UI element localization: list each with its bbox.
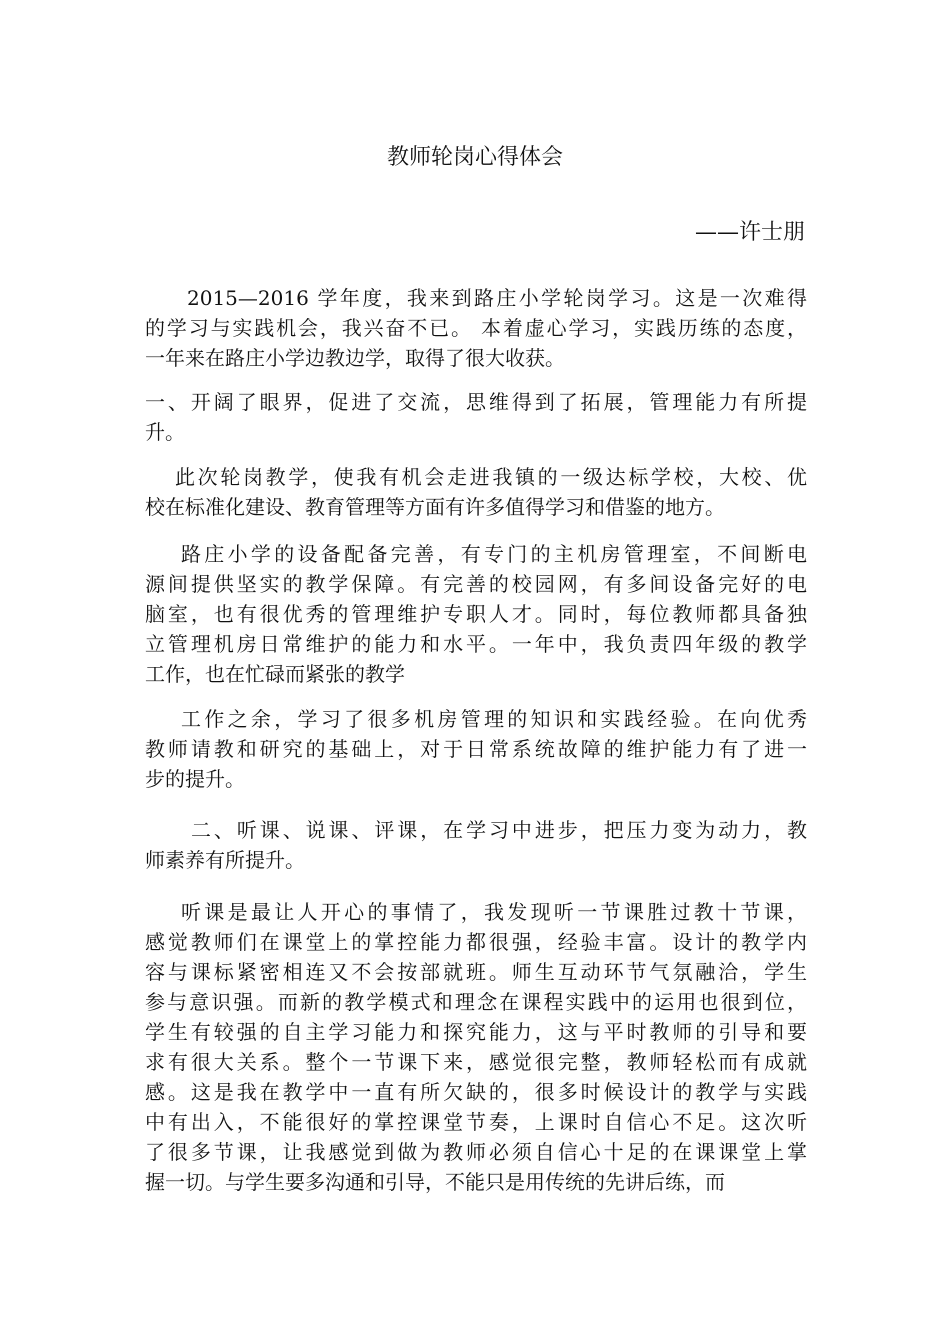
section-heading xyxy=(145,815,807,875)
paragraph xyxy=(145,462,807,522)
section-heading xyxy=(145,387,807,447)
text-line: 握一切。与学生要多沟通和引导，不能只是用传统的先讲后练，而 xyxy=(145,1170,725,1194)
text-line: 师素养有所提升。 xyxy=(145,848,305,872)
text-line: 容与课标紧密相连又不会按部就班。师生互动环节气氛融洽，学生 xyxy=(145,960,807,984)
paragraph xyxy=(145,283,807,373)
text-line: 一、开阔了眼界，促进了交流，思维得到了拓展，管理能力有所提 xyxy=(145,390,807,414)
text-line: 学生有较强的自主学习能力和探究能力，这与平时教师的引导和要 xyxy=(145,1020,807,1044)
text-line: 参与意识强。而新的教学模式和理念在课程实践中的运用也很到位， xyxy=(145,990,807,1014)
text-line: 2015—2016 学年度，我来到路庄小学轮岗学习。这是一次难得 xyxy=(187,286,807,310)
text-line: 源间提供坚实的教学保障。有完善的校园网，有多间设备完好的电 xyxy=(145,572,807,596)
text-line: 了很多节课，让我感觉到做为教师必须自信心十足的在课课堂上掌 xyxy=(145,1140,807,1164)
author-line: ——许士朋 xyxy=(694,220,805,245)
text-line: 脑室，也有很优秀的管理维护专职人才。同时，每位教师都具备独 xyxy=(145,602,807,626)
text-line: 路庄小学的设备配备完善，有专门的主机房管理室，不间断电 xyxy=(181,542,807,566)
text-line: 立管理机房日常维护的能力和水平。一年中，我负责四年级的教学 xyxy=(145,632,807,656)
text-line: 的学习与实践机会，我兴奋不已。 本着虚心学习，实践历练的态度， xyxy=(145,316,807,340)
text-line: 工作之余，学习了很多机房管理的知识和实践经验。在向优秀 xyxy=(181,707,807,731)
text-line: 此次轮岗教学，使我有机会走进我镇的一级达标学校，大校、优 xyxy=(175,465,807,489)
text-line: 感觉教师们在课堂上的掌控能力都很强，经验丰富。设计的教学内 xyxy=(145,930,807,954)
paragraph xyxy=(145,897,807,1197)
text-line: 求有很大关系。整个一节课下来，感觉很完整，教师轻松而有成就 xyxy=(145,1050,807,1074)
text-line: 一年来在路庄小学边教边学，取得了很大收获。 xyxy=(145,346,565,370)
text-line: 步的提升。 xyxy=(145,767,245,791)
paragraph xyxy=(145,704,807,794)
text-line: 升。 xyxy=(145,420,185,444)
text-line: 教师请教和研究的基础上，对于日常系统故障的维护能力有了进一 xyxy=(145,737,807,761)
document-title: 教师轮岗心得体会 xyxy=(386,145,563,170)
text-line: 二、听课、说课、评课，在学习中进步，把压力变为动力，教 xyxy=(191,818,807,842)
text-line: 听课是最让人开心的事情了，我发现听一节课胜过教十节课， xyxy=(181,900,807,924)
paragraph xyxy=(145,539,807,689)
text-line: 校在标准化建设、教育管理等方面有许多值得学习和借鉴的地方。 xyxy=(145,495,725,519)
text-line: 工作，也在忙碌而紧张的教学 xyxy=(145,662,405,686)
text-line: 感。这是我在教学中一直有所欠缺的，很多时候设计的教学与实践 xyxy=(145,1080,807,1104)
text-line: 中有出入，不能很好的掌控课堂节奏，上课时自信心不足。这次听 xyxy=(145,1110,807,1134)
